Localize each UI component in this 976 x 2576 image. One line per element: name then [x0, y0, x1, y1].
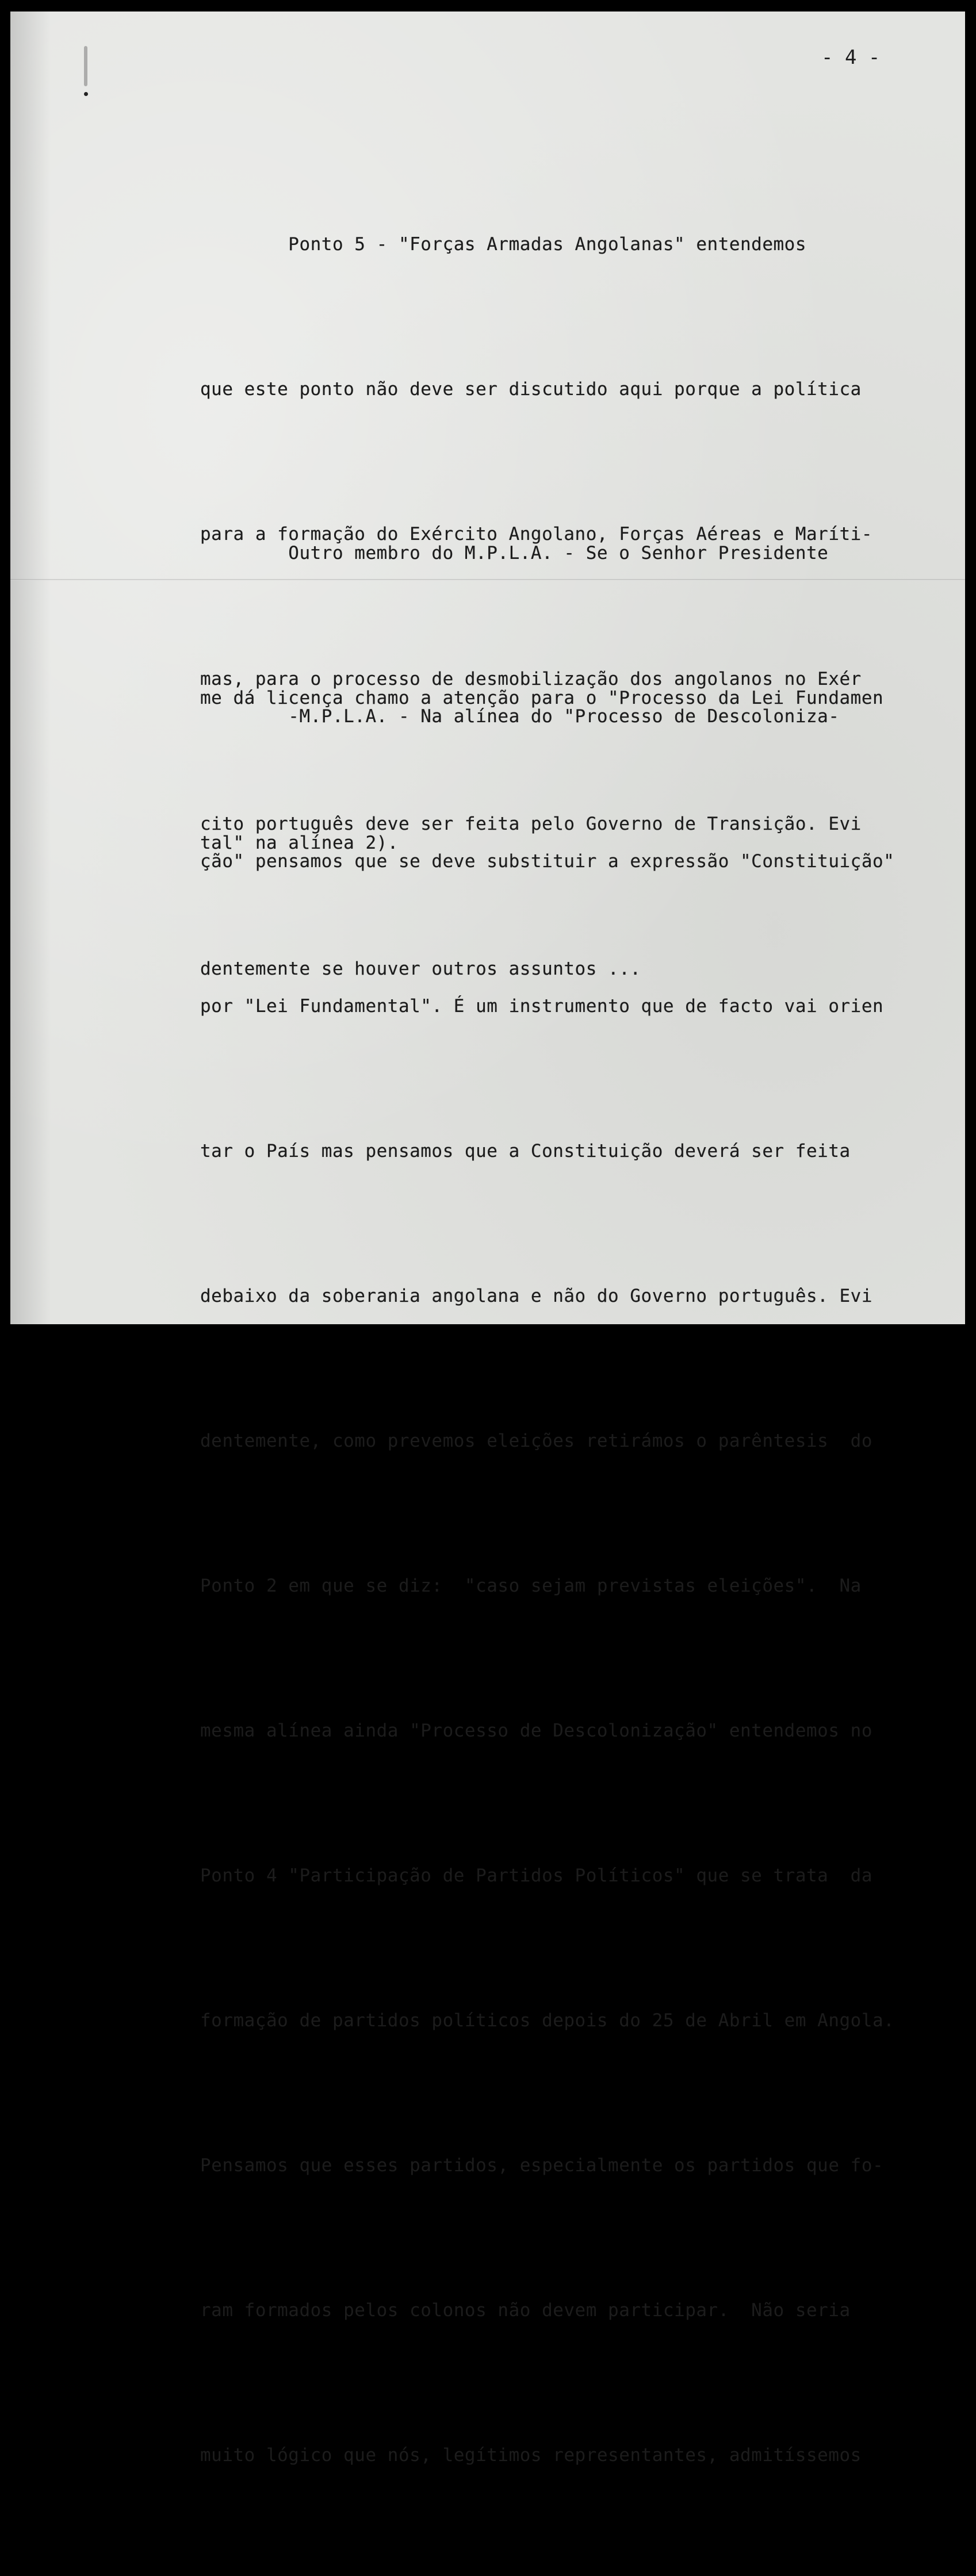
text-line: tal" na alínea 2). [200, 833, 399, 853]
text-line: -M.P.L.A. - Na alínea do "Processo de Descoloniza- [200, 706, 840, 727]
text-line: me dá licença chamo a atenção para o "Processo da Lei Fundamen [200, 688, 884, 708]
text-line: por "Lei Fundamental". É um instrumento que de facto vai orien [200, 996, 884, 1017]
text-line: cito português deve ser feita pelo Governo de Transição. Evi [200, 814, 862, 834]
text-line: para a formação do Exército Angolano, Forças Aéreas e Maríti- [200, 524, 872, 545]
scan-dot [84, 92, 88, 96]
text-line: formação de partidos políticos depois do 25 de Abril em Angola. [200, 2010, 895, 2031]
text-line: dentemente, como prevemos eleições retirámos o parêntesis do [200, 1431, 872, 1451]
text-line: tar o País mas pensamos que a Constituição deverá ser feita [200, 1141, 851, 1162]
scan-mark [84, 46, 87, 86]
text-line: dentemente se houver outros assuntos ... [200, 959, 641, 979]
text-line: muito lógico que nós, legítimos representantes, admitíssemos [200, 2445, 862, 2466]
scan-edge-shadow [10, 12, 51, 1324]
text-line: ção" pensamos que se deve substituir a expressão "Constituição" [200, 851, 895, 872]
document-page [10, 12, 965, 2466]
text-line: debaixo da soberania angolana e não do Governo português. Evi [200, 1286, 872, 1306]
page-number: - 4 - [821, 46, 881, 69]
text-line: Outro membro do M.P.L.A. - Se o Senhor Presidente [200, 543, 829, 564]
text-line: que este ponto não deve ser discutido aqui porque a política [200, 379, 862, 400]
paragraph-mpla [200, 596, 942, 2576]
text-line: Ponto 2 em que se diz: "caso sejam previstas eleições". Na [200, 1575, 862, 1596]
text-line: mas, para o processo de desmobilização dos angolanos no Exér [200, 669, 862, 689]
text-line: Ponto 4 "Participação de Partidos Políticos" que se trata da [200, 1865, 872, 1886]
text-line: ram formados pelos colonos não devem participar. Não seria [200, 2300, 851, 2321]
text-line: mesma alínea ainda "Processo de Descolonização" entendemos no [200, 1720, 872, 1741]
text-line: Pensamos que esses partidos, especialmente os partidos que fo- [200, 2155, 884, 2176]
text-line: Ponto 5 - "Forças Armadas Angolanas" entendemos [200, 234, 806, 255]
